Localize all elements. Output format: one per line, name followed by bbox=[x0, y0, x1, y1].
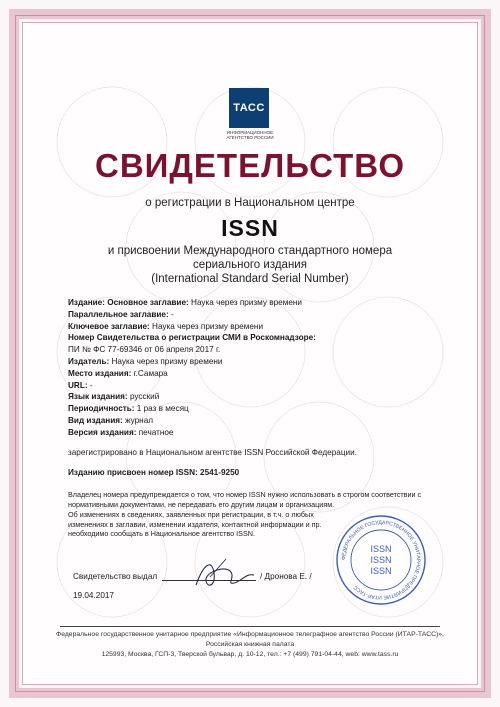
tass-logo: ТАСС bbox=[229, 88, 269, 128]
official-stamp bbox=[335, 514, 427, 606]
field-language: Язык издания: русский bbox=[68, 392, 160, 402]
field-place: Место издания: г.Самара bbox=[68, 368, 168, 378]
signer-name: / Дронова Е. / bbox=[260, 572, 312, 581]
field-parallel-title: Параллельное заглавие: - bbox=[68, 309, 174, 319]
subtitle-line-1: о регистрации в Национальном центре bbox=[145, 197, 355, 209]
tass-logo-subtitle: ИНФОРМАЦИОННОЕ АГЕНТСТВО РОССИИ bbox=[226, 130, 274, 140]
issn-heading: ISSN bbox=[221, 215, 279, 241]
footer-organization: Федеральное государственное унитарное предприятие «Информационное телеграфное агентство России (ИТАР-ТАСС)», bbox=[56, 631, 444, 638]
certificate-title: СВИДЕТЕЛЬСТВО bbox=[95, 147, 405, 184]
stamp-center-line-1: ISSN bbox=[370, 544, 392, 554]
field-smi-value: ПИ № ФС 77-69346 от 06 апреля 2017 г. bbox=[68, 345, 221, 355]
field-type: Вид издания: журнал bbox=[68, 415, 154, 425]
handwritten-signature bbox=[190, 555, 260, 595]
field-url: URL: - bbox=[68, 380, 93, 390]
subtitle-line-4: (International Standard Serial Number) bbox=[151, 273, 349, 285]
subtitle-line-2: и присвоении Международного стандартного номера bbox=[107, 245, 393, 257]
registered-text: зарегистрировано в Национальном агентстве ISSN Российской Федерации. bbox=[68, 448, 357, 457]
field-smi-label: Номер Свидетельства о регистрации СМИ в Роскомнадзоре: bbox=[68, 333, 316, 343]
stamp-center-line-2: ISSN bbox=[370, 555, 392, 565]
subtitle-line-3: сериального издания bbox=[193, 259, 307, 271]
stamp-center-line-3: ISSN bbox=[370, 566, 392, 576]
edition-details bbox=[68, 297, 448, 439]
note-usage: Владелец номера предупреждается о том, что номер ISSN нужно использовать в строгом соответствии с нормативными документами, не передавать его другим лицам и организациям. bbox=[68, 490, 422, 509]
stamp-ring-text: ФЕДЕРАЛЬНОЕ ГОСУДАРСТВЕННОЕ УНИТАРНОЕ ПРЕДПРИЯТИЕ ИТАР-ТАСС bbox=[340, 519, 422, 601]
note-changes: Об изменениях в сведениях, заявленных при регистрации, в т.ч. о любых изменениях в заглавии, изменении издателя, контактной информации и пр. необходимо сообщать в Национальное агентство ISSN. bbox=[68, 510, 322, 539]
issue-date: 19.04.2017 bbox=[73, 591, 114, 600]
issn-assigned: Изданию присвоен номер ISSN: 2541-9250 bbox=[68, 468, 240, 477]
issued-by-label: Свидетельство выдал bbox=[73, 572, 158, 581]
field-main-title: Издание: Основное заглавие: Наука через призму времени bbox=[68, 298, 303, 307]
field-publisher: Издатель: Наука через призму времени bbox=[68, 356, 223, 366]
footer-address: 125993, Москва, ГСП-3, Тверской бульвар, д. 10-12, тел.: +7 (499) 791-04-44, web: www.tass.ru bbox=[101, 651, 399, 658]
field-frequency: Периодичность: 1 раз в месяц bbox=[68, 404, 189, 414]
field-key-title: Ключевое заглавие: Наука через призму времени bbox=[68, 321, 264, 331]
field-version: Версия издания: печатное bbox=[68, 427, 174, 437]
footer-chamber: Российская книжная палата bbox=[205, 641, 295, 648]
footer-divider bbox=[60, 626, 440, 627]
